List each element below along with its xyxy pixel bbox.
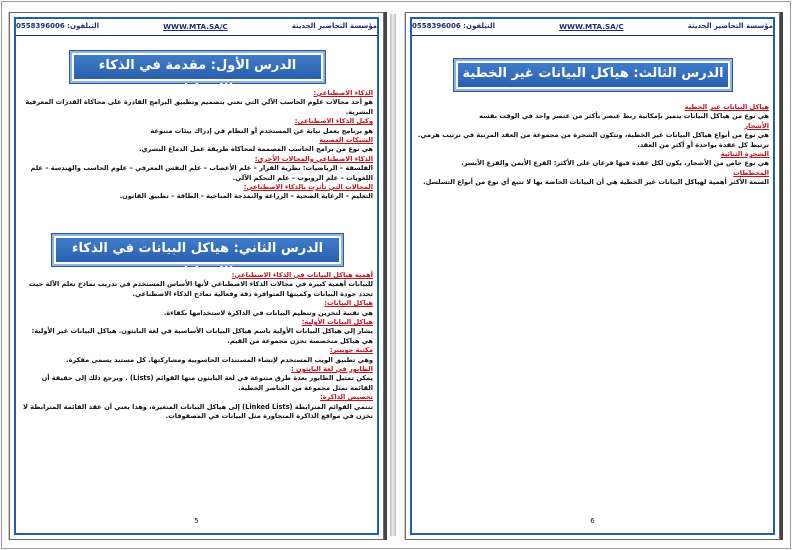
section-text: تنتمي القوائم المترابطة (Linked Lists) إلى هياكل البيانات المتغيرة، وهذا يعني أن عقد القائمة المترابطة لا تخزن في مواقع الذاكرة المتجاورة مثل البيانات في المصفوفات.	[23, 402, 373, 421]
section-heading: الذكاء الاصطناعي:	[313, 89, 373, 97]
header-phone: التيلفون: 0558396006	[412, 22, 495, 30]
page-border	[410, 17, 775, 535]
section-heading: أهمية هياكل البيانات في الذكاء الاصطناعي:	[231, 271, 373, 279]
section-text: التعليم – الرعاية الصحية – الزراعة والنمذجة المناخية - الطاقة – تطبيق القانون.	[119, 192, 373, 201]
header-url[interactable]: WWW.MTA.SA/C	[163, 21, 228, 31]
section-heading: مكتبة جوبيتر:	[329, 346, 373, 355]
section-heading: وكيل الذكاء الاصطناعي:	[294, 117, 373, 126]
section-text: السمة الأكثر أهمية لهياكل البيانات غير الخطية هي أن البيانات الخاصة بها لا تتبع أي نوع من أنواع التسلسل.	[423, 178, 769, 187]
section-heading: الشجرة الثنائية	[720, 150, 769, 159]
section-heading: المجالات التي تأثرت بالذكاء الاصطناعي:	[243, 183, 373, 192]
section-text: يشار إلى هياكل البيانات الأولية باسم هياكل البيانات الأساسية في لغة البايثون. هياكل البيانات غير الأولية: هي هياكل متخصصة تخزن مجموعة من القيم.	[31, 327, 373, 345]
section-text: للبيانات أهمية كبيرة في مجالات الذكاء الاصطناعي لأنها الأساس المستخدم في تدريب نماذج تعلم الآلة حيث تحدد جودة البيانات وكميتها المتوافرة دقة وفعالية نماذج الذكاء الاصطناعي.	[28, 280, 373, 298]
page-header	[412, 19, 773, 33]
section-heading: هياكل البيانات الأولية:	[301, 318, 373, 327]
section-heading: هياكل البيانات:	[324, 299, 373, 308]
header-divider	[16, 35, 377, 36]
section-heading: الشبكات العصبية	[319, 136, 373, 145]
section-text: يمكن تمثيل الطابور بعدة طرق متنوعة في لغة البايثون منها القوائم (Lists) . ويرجع ذلك إلى حقيقة أن القائمة تمثل مجموعة من العناصر الخطية.	[41, 374, 373, 392]
section-heading: تخصيص الذاكرة:	[320, 393, 373, 402]
header-phone: التيلفون: 0558396006	[16, 22, 99, 30]
section-text: الفلسفة – الرياضيات: نظرية القرار – علم الأعصاب – علم النفس المعرفي – علوم الحاسب والهندسة – علم اللغويات – علم الروبوت – علم التحكم الآلي.	[30, 164, 373, 182]
page-left	[9, 12, 384, 540]
document-frame	[1, 1, 791, 549]
lesson2-title: الدرس الثاني: هياكل البيانات في الذكاء الاصطناعي	[54, 236, 341, 264]
header-org: مؤسسة التحاضير الحديثة	[291, 22, 377, 30]
book-spine	[390, 14, 396, 536]
section-heading: الطابور في لغة البايثون :	[291, 365, 373, 374]
header-url[interactable]: WWW.MTA.SA/C	[559, 21, 624, 31]
section-text: هي تقنية لتخزين وتنظيم البيانات في الذاكرة لاستخدامها بكفاءة.	[163, 308, 373, 317]
lesson3-title: الدرس الثالث: هياكل البيانات غير الخطية	[456, 61, 730, 89]
section-text: هو أحد مجالات علوم الحاسب الآلي التي تعني بتصميم وتطبيق البرامج القادرة على محاكاة القدرات المعرفية البشرية.	[25, 98, 373, 116]
section-text: هو برنامج يعمل نيابة عن المستخدم أو النظام في إدراك بيئات متنوعة	[150, 126, 373, 135]
section-heading: هياكل البيانات غير الخطية	[684, 103, 769, 111]
lesson1-title: الدرس الأول: مقدمة في الذكاء الاصطناعي	[72, 53, 323, 81]
section-heading: الأشجار	[744, 121, 769, 130]
lesson2-content	[20, 271, 373, 422]
section-text: هي نوع من برامج الحاسب المصممة لمحاكاة طريقة عمل الدماغ البشري.	[139, 145, 373, 154]
page-right	[405, 12, 780, 540]
section-text: هي نوع من أنواع هياكل البيانات غير الخطية، وتتكون الشجرة من مجموعة من العقد المرتبة في ترتيب هرمي. ترتبط كل عقدة بواحدة أو أكثر من العقد.	[417, 131, 769, 149]
section-text: وهي تطبيق الويب المستخدم لإنشاء المستندات الحاسوبية ومشاركتها. كل مستند يسمى مفكرة.	[66, 355, 373, 364]
section-text: هي نوع من هياكل البيانات يتميز بإمكانية ربط عنصر بأكثر من عنصر واحد في الوقت نفسه	[479, 112, 769, 121]
header-org: مؤسسة التحاضير الحديثة	[687, 22, 773, 30]
header-divider	[412, 35, 773, 36]
lesson1-content	[20, 89, 373, 202]
section-text: هي نوع خاص من الأشجار، يكون لكل عقدة فيها فرعان على الأكثر: الفرع الأيمن والفرع الأيسر.	[461, 159, 769, 168]
lesson3-content	[416, 103, 769, 188]
section-heading: الذكاء الاصطناعي والمجالات الأخرى:	[254, 154, 373, 163]
page-number: 5	[194, 517, 199, 525]
page-number: 6	[590, 517, 595, 525]
section-heading: المخططات	[733, 168, 769, 177]
page-header	[16, 19, 377, 33]
